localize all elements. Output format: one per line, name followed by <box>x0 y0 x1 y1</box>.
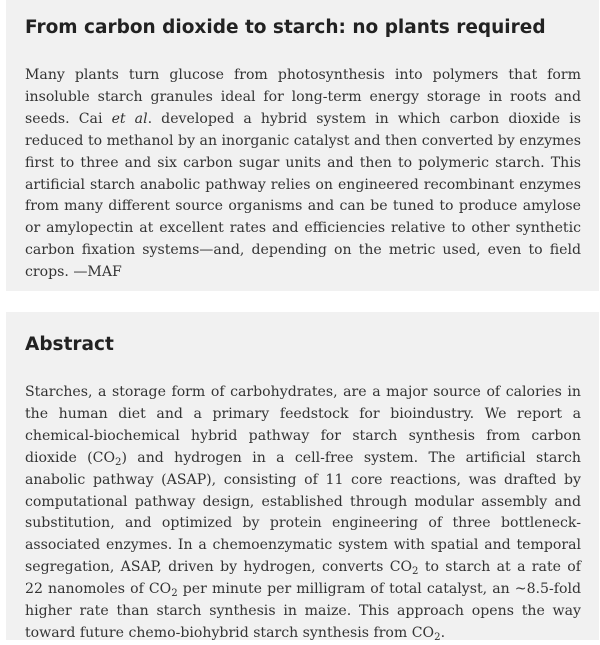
abstract-section <box>6 312 599 643</box>
summary-text <box>25 65 581 284</box>
abstract-text-part3: to starch at a rate of 22 nanomoles of CO <box>25 559 581 598</box>
summary-text-start: Many plants turn glucose from photosynthesis into polymers that form insoluble starch granules ideal for long-term energy storage in roots and seeds. Cai <box>25 67 581 127</box>
summary-text-end: . developed a hybrid system in which carbon dioxide is reduced to methanol by an inorganic catalyst and then converted by enzymes first to three and six carbon sugar units and then to polymeric starch. This artificial starch anabolic pathway relies on engineered recombinant enzymes from many different source organisms and can be tuned to produce amylose or amylopectin at excellent rates and efficiencies relative to other synthetic carbon fixation systems—and, depending on the metric used, even to field crops. —MAF <box>25 110 581 281</box>
co2-subscript-1: 2 <box>115 456 122 468</box>
abstract-text <box>25 382 581 645</box>
summary-text-italic: et al <box>111 110 148 127</box>
abstract-text-part1: Starches, a storage form of carbohydrates, are a major source of calories in the human diet and a primary feedstock for bioindustry. We report a chemical-biochemical hybrid pathway for starch synthesis from carbon dioxide (CO <box>25 384 581 466</box>
co2-subscript-2: 2 <box>412 566 419 578</box>
abstract-text-part4: per minute per milligram of total catalyst, an ~8.5-fold higher rate than starch synthesis in maize. This approach opens the way toward future chemo-biohybrid starch synthesis from CO <box>25 581 581 641</box>
summary-title: From carbon dioxide to starch: no plants required <box>25 17 546 38</box>
co2-subscript-4: 2 <box>434 631 441 643</box>
abstract-text-part2: ) and hydrogen in a cell-free system. The artificial starch anabolic pathway (ASAP), consisting of 11 core reactions, was drafted by computational pathway design, established through modular assembly and substitution, and optimized by protein engineering of three bottleneck-associated enzymes. In a chemoenzymatic system with spatial and temporal segregation, ASAP, driven by hydrogen, converts CO <box>25 449 581 576</box>
abstract-title: Abstract <box>25 334 114 355</box>
abstract-text-part5: . <box>440 624 446 641</box>
editor-summary-section <box>6 0 599 291</box>
co2-subscript-3: 2 <box>171 587 178 599</box>
